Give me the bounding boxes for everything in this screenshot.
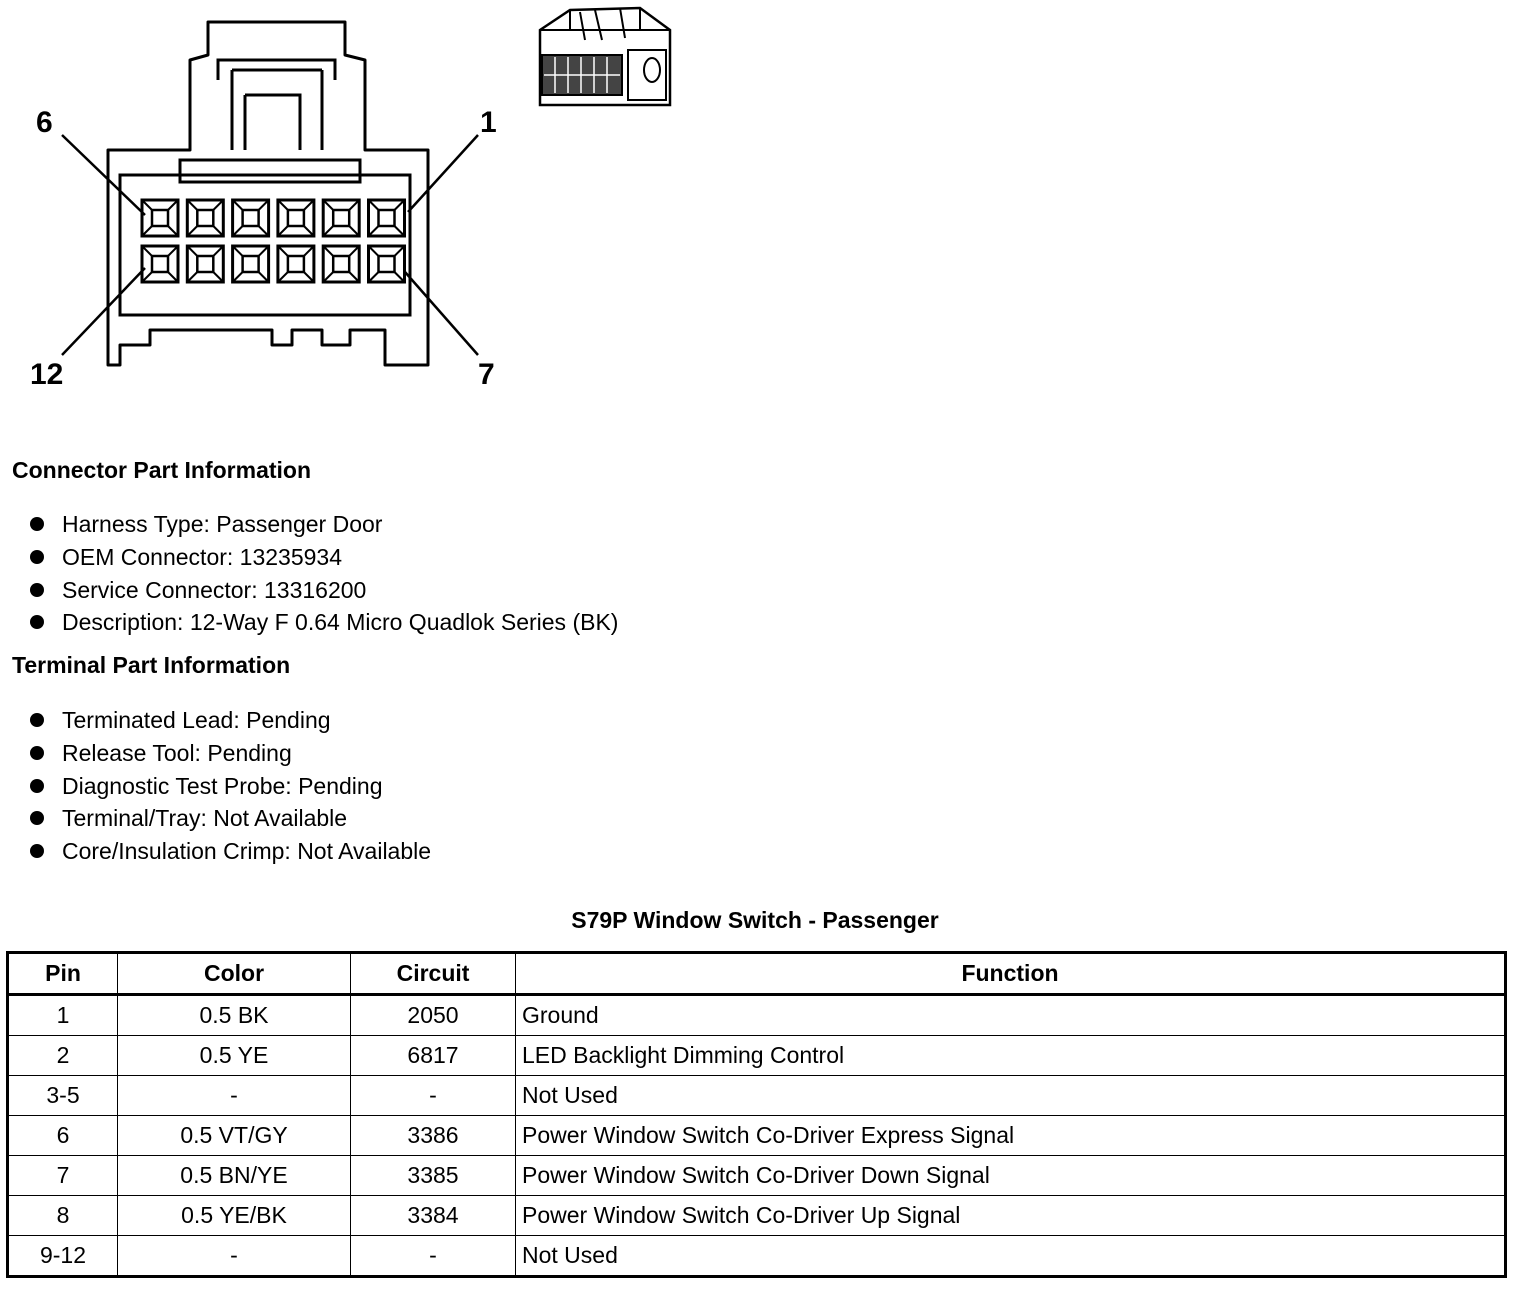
connector-face-diagram	[0, 0, 520, 410]
list-item	[28, 508, 618, 541]
cell-color: 0.5 VT/GY	[118, 1116, 351, 1156]
cell-function: Power Window Switch Co-Driver Up Signal	[516, 1196, 1506, 1236]
list-item-text: Description: 12-Way F 0.64 Micro Quadlok Series (BK)	[62, 609, 619, 636]
cell-function: LED Backlight Dimming Control	[516, 1036, 1506, 1076]
bullet-icon	[30, 746, 44, 760]
column-header-color: Color	[118, 953, 351, 995]
table-row	[8, 1036, 1506, 1076]
table-title: S79P Window Switch - Passenger	[571, 907, 939, 933]
column-header-circuit: Circuit	[351, 953, 516, 995]
bullet-icon	[30, 713, 44, 727]
terminal-info-heading: Terminal Part Information	[12, 652, 291, 678]
terminal-info-list	[28, 704, 431, 868]
list-item-text: Core/Insulation Crimp: Not Available	[62, 838, 432, 865]
cell-circuit: 3385	[351, 1156, 516, 1196]
list-item-text: Service Connector: 13316200	[62, 576, 367, 603]
bullet-icon	[30, 811, 44, 825]
list-item	[28, 737, 431, 770]
terminal-cavity-inner	[197, 210, 213, 226]
cell-pin: 2	[8, 1036, 118, 1076]
table-row	[8, 1196, 1506, 1236]
table-row	[8, 1076, 1506, 1116]
bullet-icon	[30, 615, 44, 629]
column-header-pin: Pin	[8, 953, 118, 995]
terminal-cavity-inner	[288, 210, 304, 226]
cell-pin: 1	[8, 995, 118, 1036]
list-item-text: Terminated Lead: Pending	[62, 707, 331, 733]
terminal-cavity-top-rail	[180, 160, 360, 182]
pin-label-7: 7	[478, 358, 495, 391]
list-item-text: OEM Connector: 13235934	[62, 543, 343, 570]
table-row	[8, 995, 1506, 1036]
cell-color: 0.5 BK	[118, 995, 351, 1036]
cell-function: Ground	[516, 995, 1506, 1036]
list-item-text: Release Tool: Pending	[62, 739, 292, 766]
cell-circuit: 3386	[351, 1116, 516, 1156]
cell-color: -	[118, 1076, 351, 1116]
bullet-icon	[30, 583, 44, 597]
list-item-text: Harness Type: Passenger Door	[62, 511, 383, 537]
bullet-icon	[30, 844, 44, 858]
list-item	[28, 541, 618, 574]
terminal-cavity-inner	[243, 210, 259, 226]
list-item	[28, 802, 431, 835]
terminal-cavity-inner	[152, 256, 168, 272]
column-header-function: Function	[516, 953, 1506, 995]
list-item	[28, 606, 618, 639]
bullet-icon	[30, 550, 44, 564]
cell-function: Not Used	[516, 1236, 1506, 1277]
list-item	[28, 835, 431, 868]
table-header-row	[8, 953, 1506, 995]
terminal-cavity-inner	[379, 210, 395, 226]
cell-pin: 6	[8, 1116, 118, 1156]
leader-line-pin-12	[62, 268, 145, 355]
cell-pin: 8	[8, 1196, 118, 1236]
table-row	[8, 1156, 1506, 1196]
connector-latch-outline	[232, 70, 322, 150]
terminal-cavity-inner	[333, 210, 349, 226]
terminal-cavity-inner	[379, 256, 395, 272]
terminal-cavity-inner	[152, 210, 168, 226]
pin-label-1: 1	[480, 106, 497, 139]
table-row	[8, 1116, 1506, 1156]
terminal-cavities	[142, 200, 405, 282]
connector-info-list	[28, 508, 618, 639]
cell-function: Not Used	[516, 1076, 1506, 1116]
pinout-table	[6, 951, 1507, 1278]
terminal-cavity-inner	[243, 256, 259, 272]
list-item	[28, 770, 431, 803]
cell-function: Power Window Switch Co-Driver Down Signal	[516, 1156, 1506, 1196]
list-item-text: Diagnostic Test Probe: Pending	[62, 772, 383, 799]
leader-line-pin-1	[408, 135, 478, 212]
leader-line-pin-7	[405, 272, 478, 355]
pin-label-12: 12	[30, 358, 64, 391]
cell-circuit: 3384	[351, 1196, 516, 1236]
cell-pin: 9-12	[8, 1236, 118, 1277]
table-row	[8, 1236, 1506, 1277]
terminal-cavity-inner	[197, 256, 213, 272]
cell-circuit: 6817	[351, 1036, 516, 1076]
pin-label-6: 6	[36, 106, 53, 139]
cell-circuit: -	[351, 1076, 516, 1116]
list-item-text: Terminal/Tray: Not Available	[62, 805, 348, 832]
list-item	[28, 574, 618, 607]
cell-pin: 7	[8, 1156, 118, 1196]
list-item	[28, 704, 431, 737]
cell-circuit: -	[351, 1236, 516, 1277]
connector-info-heading: Connector Part Information	[12, 457, 312, 483]
cell-function: Power Window Switch Co-Driver Express Signal	[516, 1116, 1506, 1156]
cell-color: -	[118, 1236, 351, 1277]
cell-circuit: 2050	[351, 995, 516, 1036]
cell-pin: 3-5	[8, 1076, 118, 1116]
terminal-cavity-inner	[333, 256, 349, 272]
cell-color: 0.5 BN/YE	[118, 1156, 351, 1196]
connector-isometric-image	[530, 0, 680, 120]
bullet-icon	[30, 779, 44, 793]
cell-color: 0.5 YE	[118, 1036, 351, 1076]
cell-color: 0.5 YE/BK	[118, 1196, 351, 1236]
bullet-icon	[30, 517, 44, 531]
terminal-cavity-inner	[288, 256, 304, 272]
